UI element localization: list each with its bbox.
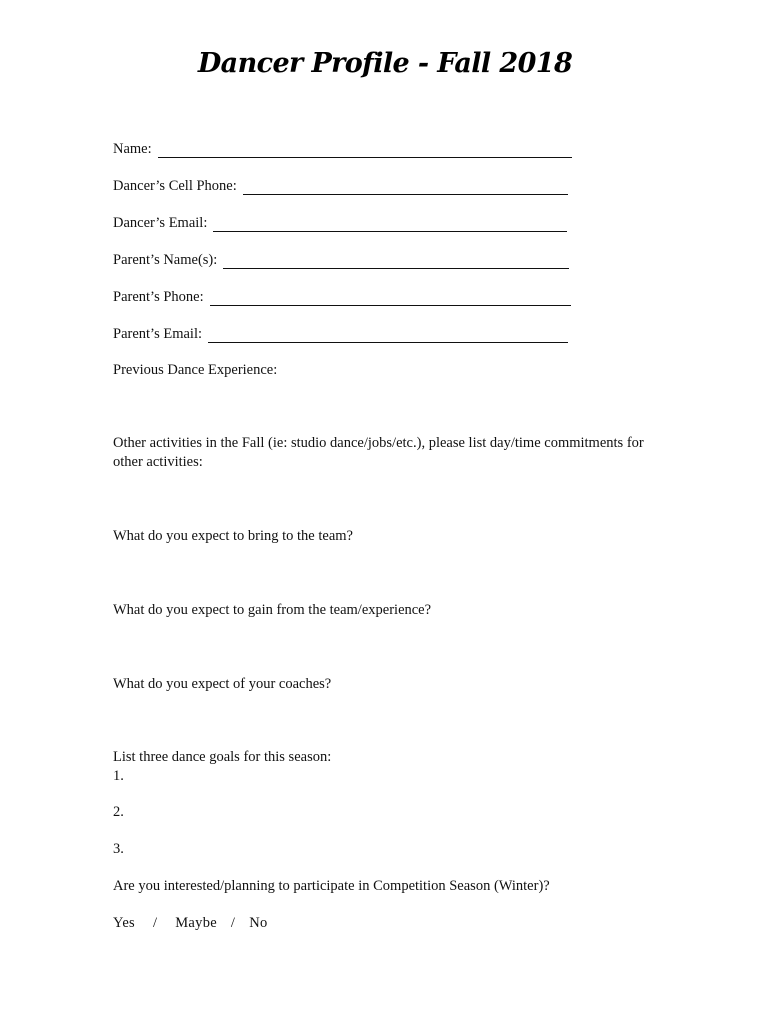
parent-email-row [113,325,568,343]
choice-no[interactable]: No [249,915,268,931]
name-field[interactable] [158,143,572,158]
other-activities-question: Other activities in the Fall (ie: studio dance/jobs/etc.), please list day/time commitments for other activities: [113,435,644,470]
goals-question: List three dance goals for this season: [113,749,332,765]
parent-email-field[interactable] [208,328,568,343]
choice-maybe[interactable]: Maybe [175,915,217,931]
parent-name-row [113,251,569,269]
choice-separator: / [230,915,236,931]
coaches-question: What do you expect of your coaches? [113,676,332,692]
competition-question: Are you interested/planning to participate in Competition Season (Winter)? [113,878,550,894]
choice-separator: / [152,915,158,931]
name-field-row [113,140,572,158]
name-label: Name: [113,141,152,157]
dancer-cell-phone-field[interactable] [243,180,568,195]
parent-phone-row [113,288,571,306]
dancer-cell-phone-row [113,177,568,195]
parent-phone-label: Parent’s Phone: [113,289,204,305]
gain-question: What do you expect to gain from the team/experience? [113,602,432,618]
goal-number-3: 3. [113,841,124,857]
goal-number-2: 2. [113,804,124,820]
parent-email-label: Parent’s Email: [113,326,202,342]
goal-number-1: 1. [113,768,124,784]
competition-choices [113,914,268,932]
parent-name-label: Parent’s Name(s): [113,252,218,268]
parent-name-field[interactable] [223,254,569,269]
dancer-email-field[interactable] [213,217,567,232]
dancer-cell-phone-label: Dancer’s Cell Phone: [113,178,237,194]
choice-yes[interactable]: Yes [113,915,135,931]
dancer-email-row [113,214,567,232]
previous-experience-question: Previous Dance Experience: [113,362,278,378]
page-title: Dancer Profile - Fall 2018 [197,48,573,79]
bring-question: What do you expect to bring to the team? [113,528,353,544]
dancer-email-label: Dancer’s Email: [113,215,208,231]
parent-phone-field[interactable] [210,291,571,306]
